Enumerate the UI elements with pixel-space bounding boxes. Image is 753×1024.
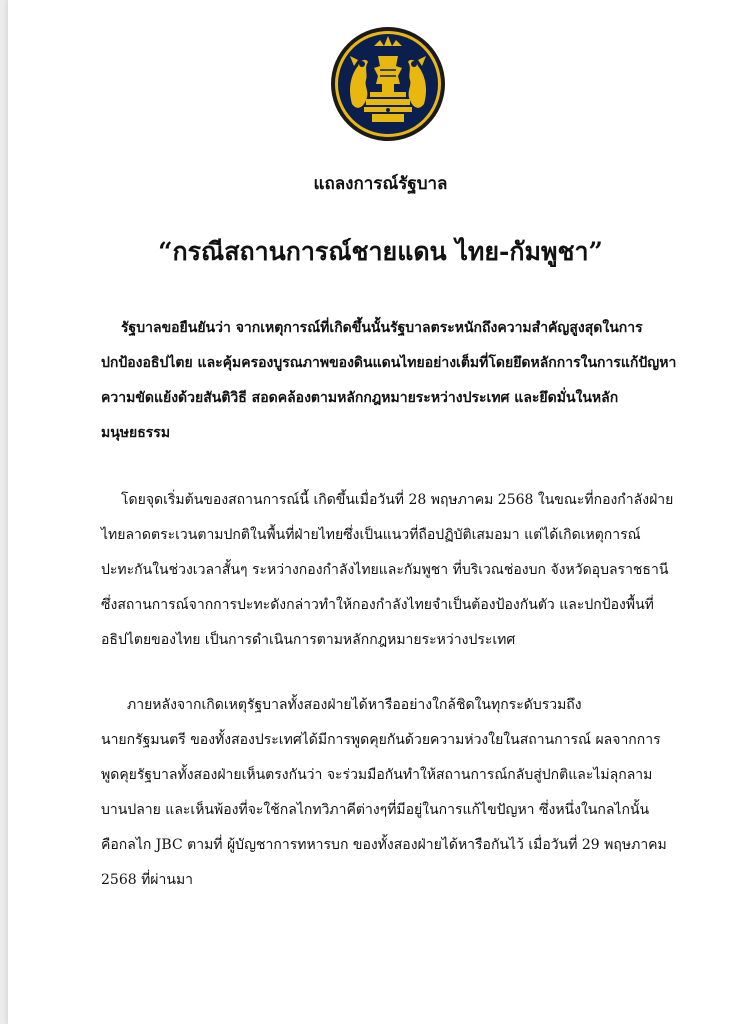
paragraph-line: บานปลาย และเห็นพ้องที่จะใช้กลไกทวิภาคีต่างๆที่มีอยู่ในการแก้ไขปัญหา ซึ่งหนึ่งในกลไกนั้น (101, 802, 650, 818)
paragraph-line: โดยจุดเริ่มต้นของสถานการณ์นี้ เกิดขึ้นเมื่อวันที่ 28 พฤษภาคม 2568 ในขณะที่กองกำลังฝ่าย (121, 492, 674, 508)
paragraph-line: พูดคุยรัฐบาลทั้งสองฝ่ายเห็นตรงกันว่า จะร่วมมือกันทำให้สถานการณ์กลับสู่ปกติและไม่ลุกลาม (101, 767, 653, 783)
government-seal-icon (330, 26, 446, 142)
paragraph-line: ไทยลาดตระเวนตามปกติในพื้นที่ฝ่ายไทยซึ่งเป็นแนวที่ถือปฏิบัติเสมอมา แต่ได้เกิดเหตุการณ์ (101, 527, 641, 543)
paragraph-line: ปะทะกันในช่วงเวลาสั้นๆ ระหว่างกองกำลังไทยและกัมพูชา ที่บริเวณช่องบก จังหวัดอุบลราชธานี (101, 562, 669, 578)
paragraph-line: ซึ่งสถานการณ์จากการปะทะดังกล่าวทำให้กองกำลังไทยจำเป็นต้องป้องกันตัว และปกป้องพื้นที่ (101, 597, 654, 613)
paragraph-line: ความขัดแย้งด้วยสันติวิธี สอดคล้องตามหลักกฎหมายระหว่างประเทศ และยึดมั่นในหลัก (101, 390, 619, 406)
paragraph-line: ภายหลังจากเกิดเหตุรัฐบาลทั้งสองฝ่ายได้หารืออย่างใกล้ชิดในทุกระดับรวมถึง (127, 697, 582, 713)
document-subtitle: แถลงการณ์รัฐบาล (313, 174, 448, 194)
paragraph-line: 2568 ที่ผ่านมา (101, 872, 194, 888)
paragraph-line: รัฐบาลขอยืนยันว่า จากเหตุการณ์ที่เกิดขึ้นนั้นรัฐบาลตระหนักถึงความสำคัญสูงสุดในการ (121, 320, 643, 336)
paragraph-line: คือกลไก JBC ตามที่ ผู้บัญชาการทหารบก ของทั้งสองฝ่ายได้หารือกันไว้ เมื่อวันที่ 29 พฤษภาคม (101, 837, 667, 853)
paragraph-line: มนุษยธรรม (101, 425, 171, 441)
document-title: “กรณีสถานการณ์ชายแดน ไทย-กัมพูชา” (158, 237, 603, 266)
document-page (8, 0, 753, 1024)
paragraph-line: นายกรัฐมนตรี ของทั้งสองประเทศได้มีการพูดคุยกันด้วยความห่วงใยในสถานการณ์ ผลจากการ (101, 732, 661, 748)
paragraph-line: ปกป้องอธิปไตย และคุ้มครองบูรณภาพของดินแดนไทยอย่างเต็มที่โดยยึดหลักการในการแก้ปัญหา (101, 355, 677, 371)
paragraph-line: อธิปไตยของไทย เป็นการดำเนินการตามหลักกฎหมายระหว่างประเทศ (101, 632, 516, 648)
